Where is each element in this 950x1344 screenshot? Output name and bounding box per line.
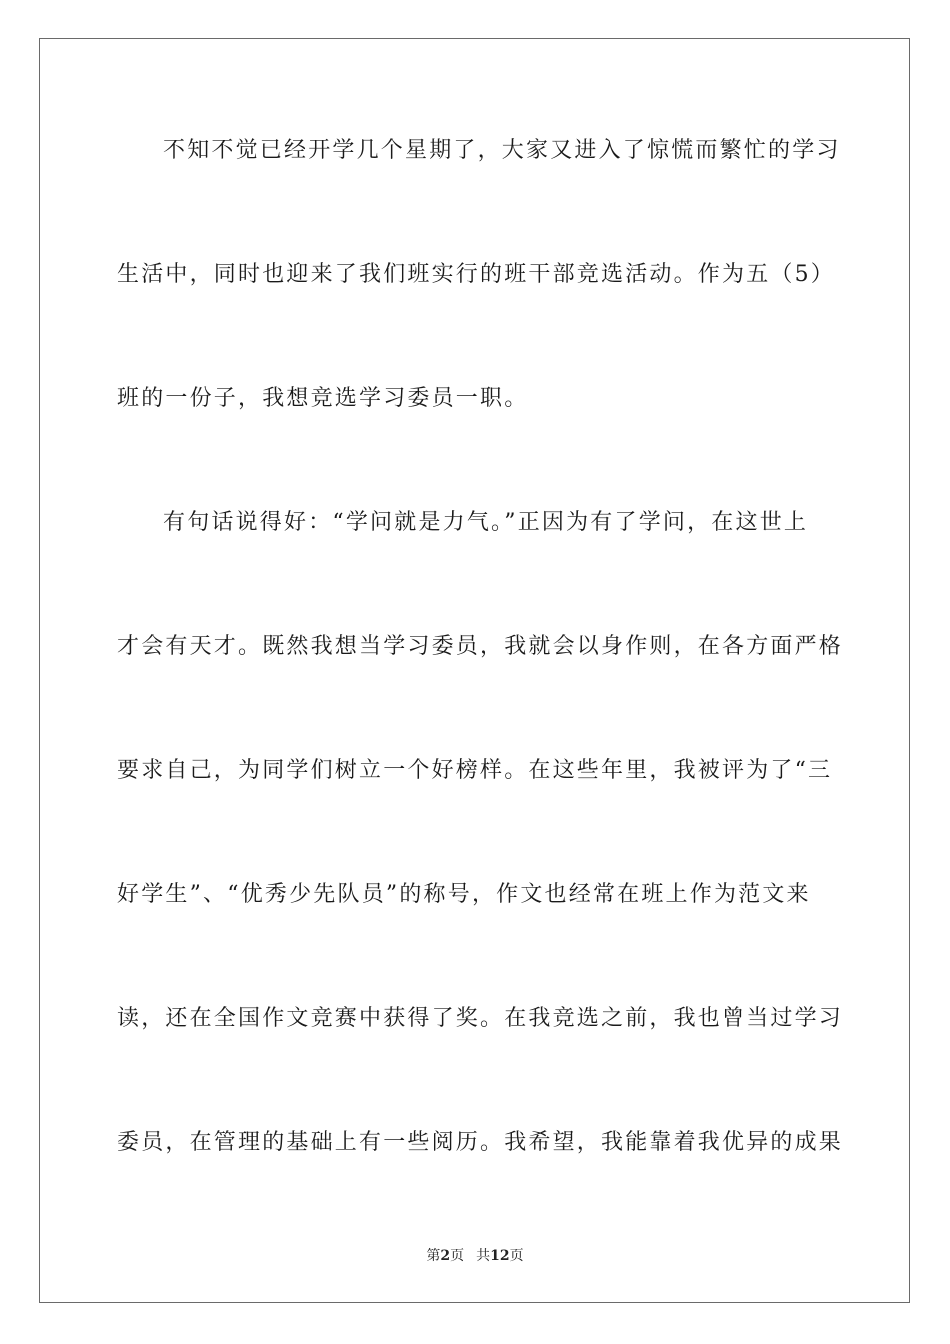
paragraph-1-line-1: 不知不觉已经开学几个星期了，大家又进入了惊慌而繁忙的学习 bbox=[163, 138, 841, 163]
paragraph-2-line-1: 有句话说得好：“学问就是力气。”正因为有了学问，在这世上 bbox=[163, 510, 809, 535]
page-unit: 页 bbox=[450, 1248, 465, 1264]
paragraph-1-line-2: 生活中，同时也迎来了我们班实行的班干部竞选活动。作为五（5） bbox=[117, 262, 835, 287]
page-border bbox=[39, 38, 910, 1303]
page-prefix: 第 bbox=[426, 1248, 441, 1264]
paragraph-2-line-6: 委员，在管理的基础上有一些阅历。我希望，我能靠着我优异的成果 bbox=[117, 1130, 844, 1155]
paragraph-2-line-5: 读，还在全国作文竞赛中获得了奖。在我竞选之前，我也曾当过学习 bbox=[117, 1006, 844, 1031]
total-unit: 页 bbox=[509, 1248, 524, 1264]
page-footer bbox=[0, 1247, 950, 1265]
paragraph-2-line-4: 好学生”、“优秀少先队员”的称号，作文也经常在班上作为范文来 bbox=[117, 882, 811, 907]
page-current-number: 2 bbox=[440, 1248, 451, 1264]
total-prefix: 共 bbox=[476, 1248, 491, 1264]
page-total-number: 12 bbox=[490, 1248, 510, 1264]
paragraph-2-line-2: 才会有天才。既然我想当学习委员，我就会以身作则，在各方面严格 bbox=[117, 634, 844, 659]
paragraph-1-line-3: 班的一份子，我想竞选学习委员一职。 bbox=[117, 386, 529, 411]
paragraph-2-line-3: 要求自己，为同学们树立一个好榜样。在这些年里，我被评为了“三 bbox=[117, 758, 833, 783]
